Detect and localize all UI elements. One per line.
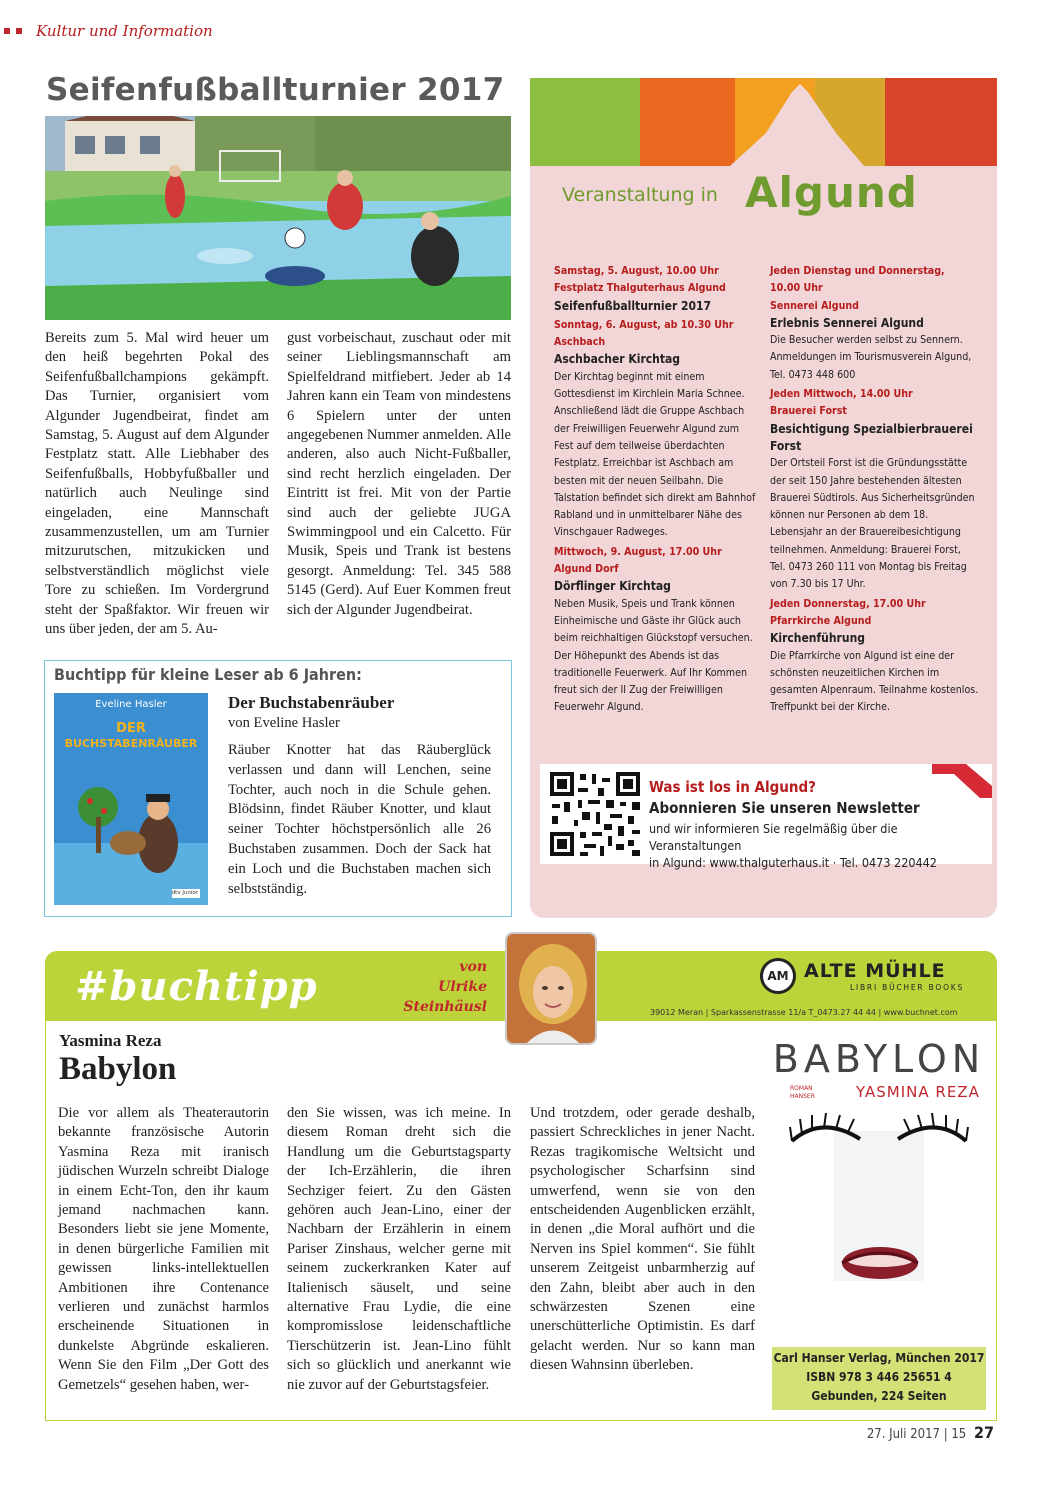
kids-book-cover <box>54 693 208 905</box>
event-item <box>554 263 761 315</box>
event-name: Aschbacher Kirchtag <box>554 352 681 367</box>
publisher-isbn: ISBN 978 3 446 25651 4 <box>806 1370 952 1384</box>
event-item <box>770 596 982 717</box>
event-name: Dörflinger Kirchtag <box>554 579 671 594</box>
kids-book-tip <box>44 660 512 917</box>
event-description: Der Ortsteil Forst ist die Gründungsstätte der seit 150 Jahre bestehenden ältesten Brauerei Südtirols. Aus Sicherheitsgründen können nur Personen ab dem 18. Lebensjahr an der Brauereibesichtigung teilnehmen. Anmeldung: Brauerei Forst, Tel. 0473 260 111 von Montag bis Freitag von 7.30 bis 17 Uhr. <box>770 457 975 591</box>
newsletter-info-line-2[interactable]: in Algund: www.thalguterhaus.it · Tel. 0473 220442 <box>649 855 937 870</box>
newsletter-info <box>649 820 992 871</box>
kids-book-author: von Eveline Hasler <box>228 715 340 731</box>
buchtipp-reviewer: von Ulrike Steinhäusl <box>403 959 487 1015</box>
page-footer <box>867 1423 994 1442</box>
page-number: 27 <box>973 1423 994 1442</box>
newsletter-headline: Was ist los in Algund? <box>649 778 816 796</box>
babylon-cover <box>772 1031 986 1347</box>
event-name: Erlebnis Sennerei Algund <box>770 315 924 330</box>
article-title: Seifenfußballturnier 2017 <box>46 72 505 108</box>
event-item <box>770 263 982 384</box>
kids-book-text: Räuber Knotter hat das Räuberglück verlassen und dann will Lenchen, seine Tochter, auch noch in die Schule gehen. Blödsinn, findet Räuber Knotter, und klaut seiner Tochter höchstpersönlich alle 26 Buchstaben zusammen. Doch der Sack hat ein Loch und die Buchstaben machen sich selbstständig. <box>228 742 491 897</box>
event-date: Jeden Mittwoch, 14.00 Uhr Brauerei Forst <box>770 388 913 418</box>
kids-cover-publisher: dtv junior <box>171 890 198 896</box>
article-column-1: Bereits zum 5. Mal wird heuer um den heiß begehrten Pokal des Seifenfußballchampions gekämpft. Das Turnier, organisiert vom Algunder Jugendbeirat, findet am Samstag, 5. August auf dem Algunder Festplatz statt. Alle Liebhaber des Seifenfußballs, Hobbyfußballer und natürlich auch Neulinge sind eingeladen, eine Mannschaft zusammenzustellen, um am Turnier mitzurutschen, mitzukicken und selbstverständlich möglichst viele Tore zu schießen. Im Vordergrund steht der Spaßfaktor. Wir freuen wir uns über jeden, der am 5. Au- <box>45 330 269 638</box>
kids-cover-author: Eveline Hasler <box>95 699 167 710</box>
event-date: Jeden Donnerstag, 17.00 Uhr Pfarrkirche Algund <box>770 597 926 627</box>
section-title: Kultur und Information <box>36 22 213 40</box>
babylon-cover-author: YASMINA REZA <box>856 1083 980 1101</box>
kids-book-title: Der Buchstabenräuber <box>228 693 395 712</box>
review-book-title: Babylon <box>59 1051 177 1087</box>
babylon-cover-art <box>772 1031 986 1347</box>
algund-events-right <box>770 263 982 719</box>
publisher-format: Gebunden, 224 Seiten <box>811 1389 947 1403</box>
review-column-3: Und trotzdem, oder gerade deshalb, passiert Schreckliches in jener Nacht. Rezas tragikomische Weltsicht und psychologischer Scharfsinn sind umwerfend, wenn sie von den entscheidenden Augenblicken erzählt, in denen „die Moral aufhört und die Nerven ins Spiel kommen“. Sie fühlt unserem Zeitgeist unbarmherzig auf den Zahn, bleibt aber auch in den schwärzesten Szenen eine unerschütterliche Optimistin. Es darf gelacht werden. Nur so kann man diesen Wahnsinn überleben. <box>530 1105 755 1374</box>
review-book-author: Yasmina Reza <box>59 1031 162 1050</box>
event-date: Sonntag, 6. August, ab 10.30 Uhr Aschbach <box>554 318 734 349</box>
event-description: Die Pfarrkirche von Algund ist eine der schönsten neuzeitlichen Kirchen im gesamten Alpenraum. Teilnahme kostenlos. Treffpunkt bei der Kirche. <box>770 649 979 714</box>
event-name: Seifenfußballturnier 2017 <box>554 298 712 313</box>
publisher-info <box>772 1347 986 1410</box>
newsletter-subscribe: Abonnieren Sie unseren Newsletter <box>649 799 920 817</box>
header-square-1 <box>4 28 10 34</box>
event-name: Besichtigung Spezialbierbrauerei Forst <box>770 421 973 453</box>
alte-muehle-name: ALTE MÜHLE <box>804 960 946 982</box>
section-header <box>0 20 213 42</box>
kids-cover-title-2: BUCHSTABENRÄUBER <box>64 737 198 750</box>
event-description: Neben Musik, Speis und Trank können Einheimische und Gäste ihr Glück auch beim reichhaltigen Glückstopf versuchen. Der Höhepunkt des Abends ist das traditionelle Feuerwerk. Auf Ihr Kommen freut sich der II Zug der Freiwilligen Feuerwehr Algund. <box>554 597 753 714</box>
review-column-1: Die vor allem als Theaterautorin bekannte französische Autorin Yasmina Reza mit iranisch jüdischen Wurzeln schreibt Dialoge in einem Echt-Ton, den ihr kaum jemand nachmachen kann. Besonders liebt sie jene Momente, in denen bürgerliche Familien mit gewissen links-intellektuellen Ambitionen ihre Contenance verlieren und zunächst harmlos erscheinende Situationen in dunkelste Abgründe eskalieren. Wenn Sie den Film „Der Gott des Gemetzels“ gesehen haben, wer- <box>58 1105 269 1393</box>
bookshop-address: 39012 Meran | Sparkassenstrasse 11/a T_0473.27 44 44 | www.buchnet.com <box>650 1008 958 1017</box>
event-date: Jeden Dienstag und Donnerstag, 10.00 Uhr Sennerei Algund <box>770 265 945 312</box>
alte-muehle-sub: LIBRI BÜCHER BOOKS <box>850 983 965 992</box>
babylon-cover-hanser: HANSER <box>790 1093 815 1100</box>
algund-events-left <box>554 263 761 719</box>
event-item <box>554 544 761 717</box>
publisher-line-1: Carl Hanser Verlag, München 2017 <box>773 1351 985 1365</box>
article-column-2: gust vorbeischaut, zuschaut oder mit seiner Lieblingsmannschaft am Spielfeldrand mitfiebert. Jeder ab 14 Jahren kann ein Team von mindestens 6 Spielern unter der unten angegebenen Nummer anmelden. Alle anderen, also auch Nicht-Fußballer, sind recht herzlich eingeladen. Der Eintritt ist frei. Mit von der Partie sind auch der geliebte JUGA Swimmingpool und ein Calcetto. Für Musik, Speis und Trank ist bestens gesorgt. Anmeldung: Tel. 345 588 5145 (Gerd). Auf Euer Kommen freut sich der Algunder Jugendbeirat. <box>287 330 511 618</box>
event-item <box>770 386 982 594</box>
algund-events-panel <box>530 78 997 918</box>
event-description: Die Besucher werden selbst zu Sennern. Anmeldungen im Tourismusverein Algund, Tel. 0473 448 600 <box>770 334 972 381</box>
header-square-2 <box>16 28 22 34</box>
issue-date: 27. Juli 2017 | 15 <box>866 1427 967 1442</box>
newsletter-box <box>540 764 992 870</box>
algund-title-big: Algund <box>745 168 918 217</box>
babylon-cover-roman: ROMAN <box>790 1085 813 1092</box>
alte-muehle-emblem: AM <box>760 958 796 994</box>
review-column-2: den Sie wissen, was ich meine. In diesem Roman dreht sich die Handlung um die Geburtstagsparty der Ich-Erzählerin, die ihren Sechziger feiert. Zu den Gästen gehören auch Jean-Lino, einer der Nachbarn der Erzählerin in einem Pariser Zinshaus, welcher gerne mit seinem zuckerkranken Kater auf Italienisch säuselt, und seine alternative Frau Lydie, die eine kompromisslose leidenschaftliche Tierschützerin ist. Jean-Lino fühlt sich so glücklich und anerkannt wie nie zuvor auf der Geburtstagsfeier. <box>287 1105 511 1393</box>
event-item <box>554 317 761 542</box>
buchtipp-hashtag: #buchtipp <box>75 963 318 1010</box>
event-date: Mittwoch, 9. August, 17.00 Uhr Algund Dorf <box>554 545 722 576</box>
newsletter-info-line-1: und wir informieren Sie regelmäßig über die Veranstaltungen <box>649 821 898 853</box>
algund-color-banner <box>530 78 997 248</box>
kids-book-heading: Buchtipp für kleine Leser ab 6 Jahren: <box>54 665 362 684</box>
babylon-cover-title: BABYLON <box>772 1037 986 1081</box>
event-name: Kirchenführung <box>770 631 865 646</box>
soap-football-photo <box>45 116 511 320</box>
newsletter-corner-arrow <box>932 764 992 798</box>
kids-cover-title-1: DER <box>116 721 146 736</box>
algund-title-small: Veranstaltung in <box>562 184 718 206</box>
newsletter-qr-code[interactable] <box>548 770 642 858</box>
event-date: Samstag, 5. August, 10.00 Uhr Festplatz Thalguterhaus Algund <box>554 265 726 295</box>
event-description: Der Kirchtag beginnt mit einem Gottesdienst im Kirchlein Maria Schnee. Anschließend lädt die Gruppe Aschbach der Freiwilligen Feuerwehr Algund zum Fest auf dem teilweise überdachten Festplatz. Erreichbar ist Aschbach am besten mit der neuen Seilbahn. Die Talstation befindet sich direkt am Bahnhof Rabland und in unmittelbarer Nähe des Vinschgauer Radweges. <box>554 370 756 539</box>
